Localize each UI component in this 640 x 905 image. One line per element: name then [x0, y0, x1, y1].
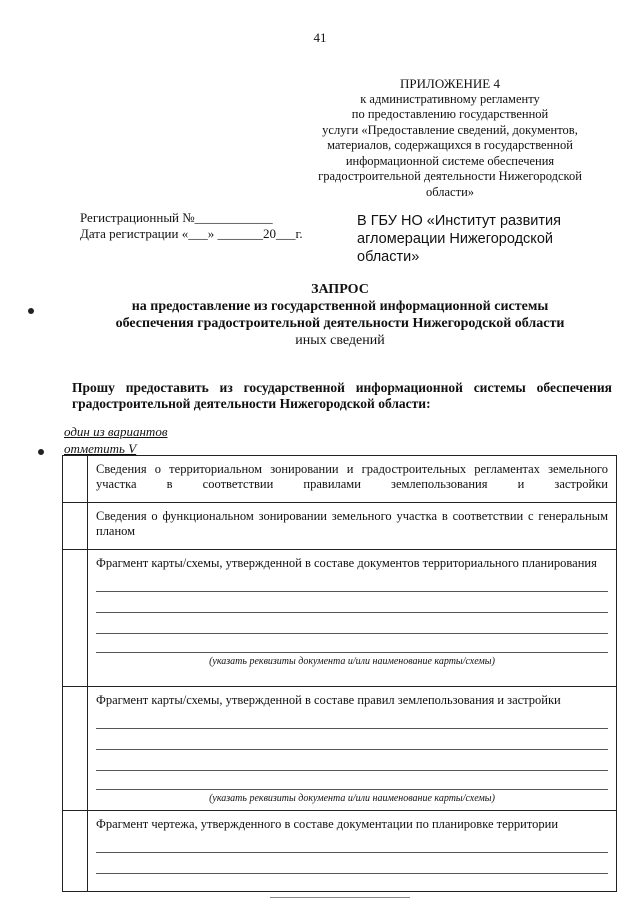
- appendix-line: градостроительной деятельности Нижегородской: [318, 169, 582, 183]
- fill-line[interactable]: [96, 832, 608, 853]
- fill-line[interactable]: [96, 592, 608, 613]
- option-text: Фрагмент карты/схемы, утвержденной в составе правил землепользования и застройки: [96, 693, 561, 707]
- fill-line[interactable]: [96, 750, 608, 771]
- appendix-line: области»: [425, 184, 475, 199]
- appendix-line: услуги «Предоставление сведений, документов,: [322, 122, 578, 137]
- option-row: [63, 811, 617, 892]
- option-row: [63, 550, 617, 687]
- appendix-line: к административному регламенту: [360, 91, 540, 106]
- fill-line[interactable]: [96, 771, 608, 790]
- option-checkbox[interactable]: [63, 687, 88, 811]
- registration-number-field[interactable]: Регистрационный №____________: [80, 210, 273, 225]
- option-text: Фрагмент чертежа, утвержденного в составе документации по планировке территории: [96, 817, 559, 831]
- appendix-line: материалов, содержащихся в государственной: [327, 138, 573, 152]
- selection-hint: [64, 423, 167, 457]
- option-cell: [88, 550, 617, 687]
- recipient-address: В ГБУ НО «Институт развития агломерации Нижегородской области»: [357, 213, 561, 265]
- option-text: Фрагмент карты/схемы, утвержденной в составе документов территориального планирования: [96, 556, 597, 570]
- appendix-title: ПРИЛОЖЕНИЕ 4: [400, 76, 500, 91]
- appendix-block: [300, 76, 600, 200]
- option-checkbox[interactable]: [63, 503, 88, 550]
- intro-line: Прошу предоставить из государственной информационной системы обеспечения: [72, 380, 612, 395]
- option-row: [63, 687, 617, 811]
- registration-date-field[interactable]: Дата регистрации «___» _______20___г.: [80, 226, 303, 241]
- request-heading: [60, 281, 620, 349]
- appendix-line: по предоставлению государственной: [351, 107, 549, 121]
- option-cell: [88, 687, 617, 811]
- hint-line: отметить V: [64, 441, 137, 456]
- margin-dot: [28, 308, 34, 314]
- fill-line[interactable]: [96, 634, 608, 653]
- request-title: ЗАПРОС: [311, 282, 369, 297]
- options-table: [62, 455, 617, 892]
- fill-line[interactable]: [96, 853, 608, 874]
- option-row: [63, 456, 617, 503]
- footer-rule: [270, 897, 410, 898]
- request-intro: [72, 380, 612, 412]
- option-text: Сведения о функциональном зонировании земельного участка в соответствии с генеральным планом: [88, 503, 617, 550]
- appendix-line: информационной системе обеспечения: [345, 153, 555, 168]
- hint-line: один из вариантов: [64, 424, 168, 439]
- field-note: (указать реквизиты документа и/или наименование карты/схемы): [209, 656, 495, 667]
- option-text: Сведения о территориальном зонировании и градостроительных регламентах земельного участка в соответствии правилами землепользования и застройки: [88, 456, 617, 503]
- fill-line[interactable]: [96, 729, 608, 750]
- margin-dot: [38, 449, 44, 455]
- fill-line[interactable]: [96, 571, 608, 592]
- page-number: 41: [313, 30, 327, 45]
- option-checkbox[interactable]: [63, 550, 88, 687]
- option-checkbox[interactable]: [63, 456, 88, 503]
- request-subtitle-line: на предоставление из государственной информационной системы: [131, 299, 549, 314]
- option-checkbox[interactable]: [63, 811, 88, 892]
- field-note: (указать реквизиты документа и/или наименование карты/схемы): [209, 793, 495, 804]
- option-row: [63, 503, 617, 550]
- fill-line[interactable]: [96, 708, 608, 729]
- request-subtitle-line: иных сведений: [295, 333, 385, 348]
- registration-block: [80, 210, 303, 242]
- request-subtitle-line: обеспечения градостроительной деятельности Нижегородской области: [115, 316, 565, 331]
- intro-line: градостроительной деятельности Нижегородской области:: [72, 396, 431, 411]
- fill-line[interactable]: [96, 613, 608, 634]
- option-cell: [88, 811, 617, 892]
